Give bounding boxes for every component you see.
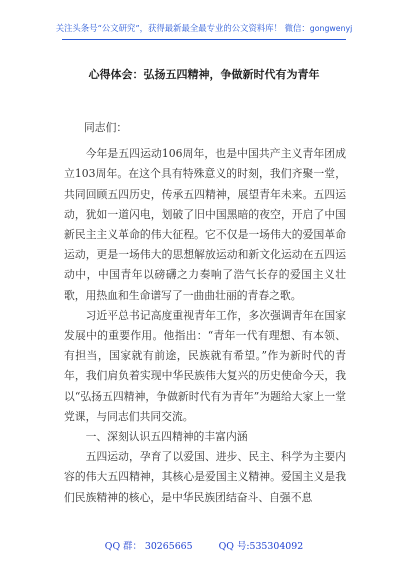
document-title: 心得体会：弘扬五四精神，争做新时代有为青年 (88, 68, 320, 81)
section-heading: 一、深刻认识五四精神的丰富内涵 (85, 430, 248, 444)
qq-account-number: QQ 号:535304092 (218, 541, 304, 552)
qq-group-number: QQ 群： 30265665 (104, 541, 193, 552)
body-paragraph: 五四运动，孕育了以爱国、进步、民主、科学为主要内容的伟大五四精神，其核心是爱国主义精神。爱国主义是我们民族精神的核心，是中华民族团结奋斗、自强不息 (64, 450, 346, 504)
document-body (64, 118, 346, 508)
header-divider (62, 39, 346, 40)
contact-footer (0, 538, 408, 552)
body-paragraph: 习近平总书记高度重视青年工作，多次强调青年在国家发展中的重要作用。他指出：“青年一代有理想、有本领、有担当，国家就有前途，民族就有希望。”作为新时代的青年，我们肩负着实现中华民族伟大复兴的历史使命今天，我以“弘扬五四精神，争做新时代有为青年”为题给大家上一堂党课，与同志们共同交流。 (64, 308, 346, 423)
promo-banner-text: 关注头条号“公文研究”，获得最新最全最专业的公文资料库！ 微信： (55, 23, 310, 33)
wechat-id: gongwenyj (309, 24, 353, 33)
promo-banner (0, 22, 408, 34)
salutation: 同志们： (84, 121, 128, 134)
body-paragraph: 今年是五四运动106周年，也是中国共产主义青年团成立103周年。在这个具有特殊意义的时刻，我们齐聚一堂，共同回顾五四历史，传承五四精神，展望青年未来。五四运动，犹如一道闪电，划破了旧中国黑暗的夜空，开启了中国新民主主义革命的伟大征程。它不仅是一场伟大的爱国革命运动，更是一场伟大的思想解放运动和新文化运动在五四运动中，中国青年以磅礴之力奏响了浩气长存的爱国主义壮歌，用热血和生命谱写了一曲曲壮丽的青春之歌。 (64, 147, 346, 302)
